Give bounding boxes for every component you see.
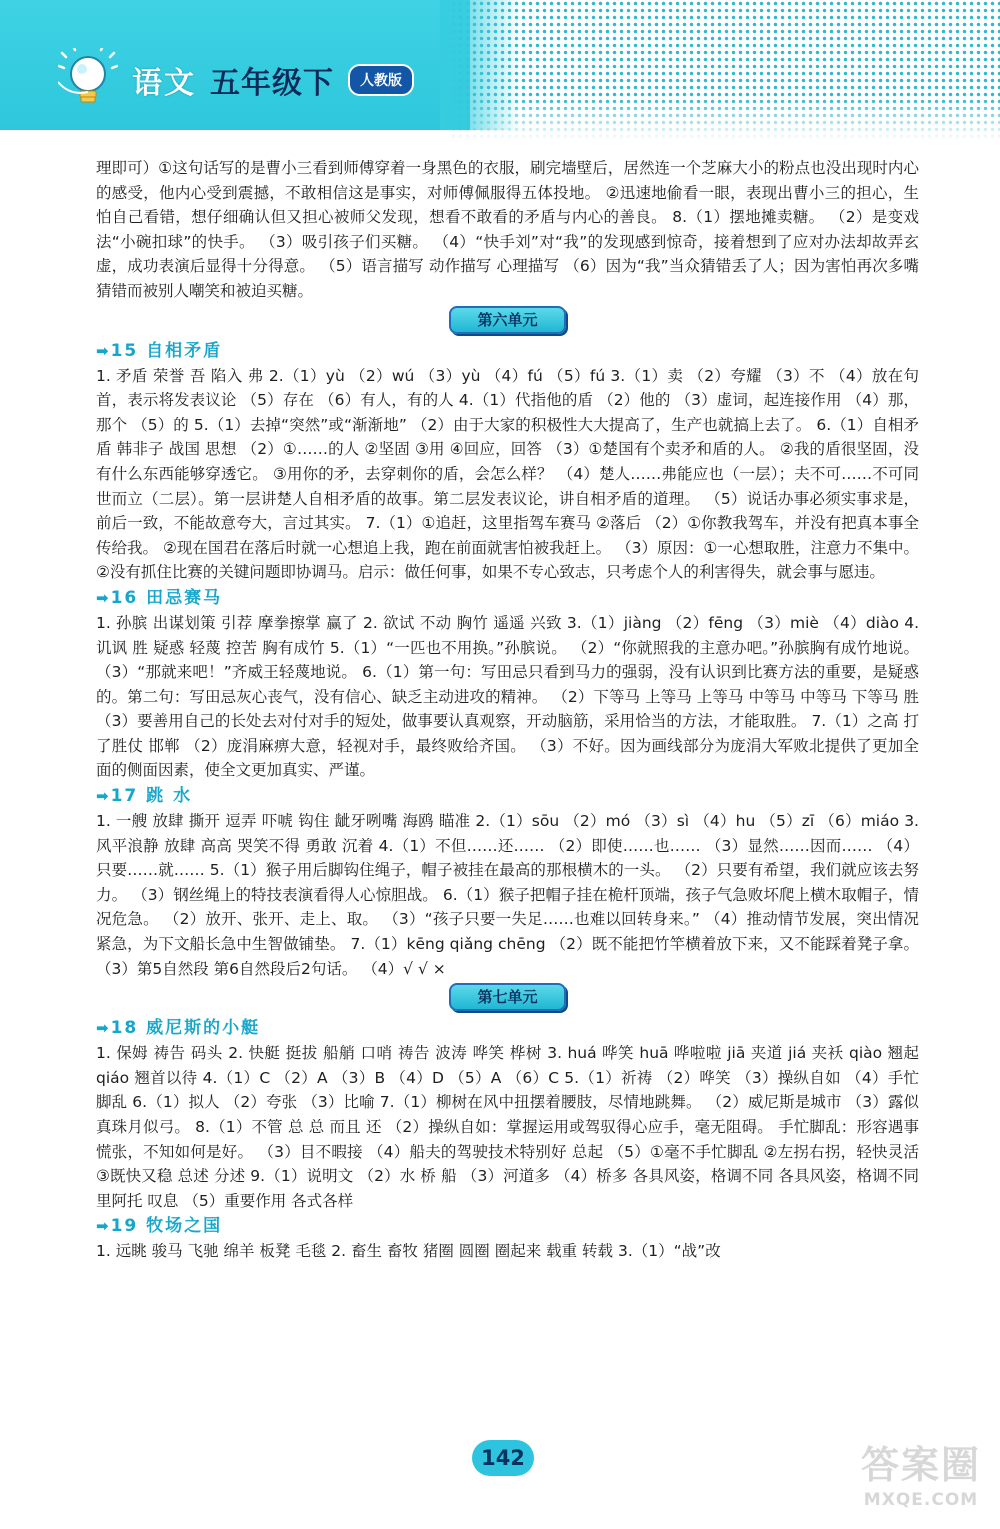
arrow-icon: ➡ [96,588,109,607]
lightbulb-icon [58,48,118,112]
lesson-15-title-text: 15 自相矛盾 [110,340,223,361]
page-header [58,50,414,110]
unit-six-banner: 第六单元 [449,306,565,334]
subject-title: 语文 [132,66,196,101]
unit-seven-banner: 第七单元 [449,983,565,1011]
grade-title: 五年级下 [210,66,334,101]
lesson-17-title-text: 17 跳 水 [110,786,193,807]
watermark-url: MXQE.COM [863,1490,979,1510]
unit-heading-wrap [96,983,919,1013]
arrow-icon: ➡ [96,1217,109,1236]
answer-content [96,156,919,1264]
arrow-icon: ➡ [96,1019,109,1038]
page-number: 142 [472,1440,534,1476]
lesson-18-title [96,1015,919,1041]
lesson-17-title [96,783,919,809]
lesson-18-answers: 1. 保姆 祷告 码头 2. 快艇 挺拔 船艄 口哨 祷告 波涛 哗笑 桦树 3. huá 哗笑 huā 哗啦啦 jiā 夹道 jiá 夹袄 qiào 翘起 qiáo 翘首以待 4.（1）C （2）A （3）B （4）D （5）A （6）C 5.（1）祈祷 （2）哗笑 （3）操纵自如 （4）手忙脚乱 6.（1）拟人 （2）夸张 （3）比喻 7.（1）柳树在风中扭摆着腰肢，尽情地跳舞。 （2）威尼斯是城市 （3）露似真珠月似弓。 8.（1）不管 总 总 而且 还 （2）操纵自如：掌握运用或驾驭得心应手，毫无阻碍。 手忙脚乱：形容遇事慌张，不知如何是好。 （3）目不暇接 （4）船夫的驾驶技术特别好 总起 （5）①毫不手忙脚乱 ②左拐右拐，轻快灵活 ③既快又稳 总述 分述 9.（1）说明文 （2）水 桥 船 （3）河道多 （4）桥多 各具风姿，格调不同 各具风姿，格调不同 里阿托 叹息 （5）重要作用 各式各样 [96,1044,919,1210]
unit-heading-wrap [96,306,919,336]
lesson-18-title-text: 18 威尼斯的小艇 [110,1018,261,1039]
lesson-15-answers: 1. 矛盾 荣誉 吾 陷入 弗 2.（1）yù （2）wú （3）yù （4）fú （5）fú 3.（1）卖 （2）夸耀 （3）不 （4）放在句首，表示将发表议论 （5）存在 （6）有人，有的人 4.（1）代指他的盾 （2）他的 （3）虚词，起连接作用 （4）那，那个 （5）的 5.（1）去掉“突然”或“渐渐地” （2）由于大家的积极性大大提高了，生产也就搞上去了。 6.（1）自相矛盾 韩非子 战国 思想 （2）①……的人 ②坚固 ③用 ④回应，回答 （3）①楚国有个卖矛和盾的人。 ②我的盾很坚固，没有什么东西能够穿透它。 ③用你的矛，去穿刺你的盾，会怎么样？ （4）楚人……弗能应也（一层）；夫不可……不可同世而立（二层）。第一层讲楚人自相矛盾的故事。第二层发表议论，讲自相矛盾的道理。 （5）说话办事必须实事求是，前后一致，不能故意夸大，言过其实。 7.（1）①追赶，这里指驾车赛马 ②落后 （2）①你教我驾车，并没有把真本事全传给我。 ②现在国君在落后时就一心想追上我，跑在前面就害怕被我赶上。 （3）原因：①一心想取胜，注意力不集中。②没有抓住比赛的关键问题即协调马。启示：做任何事，如果不专心致志，只考虑个人的利害得失，就会事与愿违。 [96,366,919,582]
lesson-16-title [96,585,919,611]
watermark-logo [846,1440,996,1524]
intro-paragraph: 理即可）①这句话写的是曹小三看到师傅穿着一身黑色的衣服，刷完墙壁后，居然连一个芝麻大小的粉点也没出现时内心的感受，他内心受到震撼，不敢相信这是事实，对师傅佩服得五体投地。 ②迅速地偷看一眼，表现出曹小三的担心，生怕自己看错，想仔细确认但又担心被师父发现，想看不敢看的矛盾与内心的善良。 8.（1）摆地摊卖糖。 （2）是变戏法“小碗扣球”的快手。 （3）吸引孩子们买糖。 （4）“快手刘”对“我”的发现感到惊奇，接着想到了应对办法却故弄玄虚，成功表演后显得十分得意。 （5）语言描写 动作描写 心理描写 （6）因为“我”当众猜错丢了人；因为害怕再次多嘴猜错而被别人嘲笑和被迫买糖。 [96,159,919,300]
lesson-15-title [96,338,919,364]
arrow-icon: ➡ [96,787,109,806]
edition-badge: 人教版 [348,64,414,96]
header-dot-pattern [450,0,1000,140]
arrow-icon: ➡ [96,341,109,360]
lesson-19-answers: 1. 远眺 骏马 飞驰 绵羊 板凳 毛毯 2. 畜生 畜牧 猪圈 圆圈 圈起来 载重 转载 3.（1）“战”改 [96,1242,721,1261]
header-dot-fade [440,0,520,130]
lesson-19-title-text: 19 牧场之国 [110,1216,223,1237]
lesson-17-answers: 1. 一艘 放肆 撕开 逗弄 吓唬 钩住 龇牙咧嘴 海鸥 瞄准 2.（1）sōu （2）mó （3）sì （4）hu （5）zī （6）miáo 3. 风平浪静 放肆 高高 哭笑不得 勇敢 沉着 4.（1）不但……还…… （2）即使……也…… （3）显然……因而…… （4）只要……就…… 5.（1）猴子用后脚钩住绳子，帽子被挂在最高的那根横木的一头。 （2）只要有希望，我们就应该去努力。 （3）钢丝绳上的特技表演看得人心惊胆战。 6.（1）猴子把帽子挂在桅杆顶端，孩子气急败坏爬上横木取帽子，情况危急。 （2）放开、张开、走上、取。 （3）“孩子只要一失足……也难以回转身来。” （4）推动情节发展，突出情况紧急，为下文船长急中生智做铺垫。 7.（1）kēng qiǎng chēng （2）既不能把竹竿横着放下来，又不能踩着凳子拿。 （3）第5自然段 第6自然段后2句话。 （4）√ √ × [96,812,919,978]
lesson-16-answers: 1. 孙膑 出谋划策 引荐 摩拳擦掌 赢了 2. 欲试 不动 胸竹 遥遥 兴致 3.（1）jiàng （2）fēng （3）miè （4）diào 4. 讥讽 胜 疑惑 轻蔑 控苦 胸有成竹 5.（1）“一匹也不用换。”孙膑说。 （2）“你就照我的主意办吧。”孙膑胸有成竹地说。 （3）“那就来吧！”齐威王轻蔑地说。 6.（1）第一句：写田忌只看到马力的强弱，没有认识到比赛方法的重要，是疑惑的。第二句：写田忌灰心丧气，没有信心、缺乏主动进攻的精神。 （2）下等马 上等马 上等马 中等马 中等马 下等马 胜 （3）要善用自己的长处去对付对手的短处，做事要认真观察，开动脑筋，采用恰当的方法，才能取胜。 7.（1）之高 打了胜仗 邯郸 （2）庞涓麻痹大意，轻视对手，最终败给齐国。 （3）不好。因为画线部分为庞涓大军败北提供了更加全面的侧面因素，使全文更加真实、严谨。 [96,613,919,780]
lesson-19-title [96,1213,919,1239]
lesson-16-title-text: 16 田忌赛马 [110,587,223,608]
watermark-text: 答案圈 [860,1443,981,1487]
